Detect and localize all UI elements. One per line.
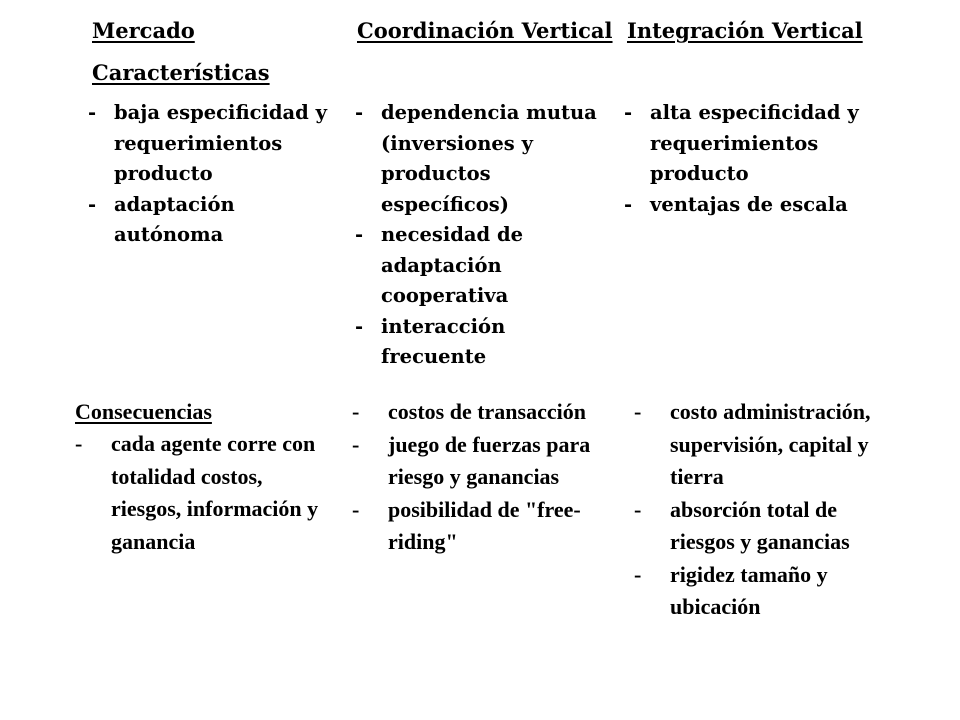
dash: - — [634, 496, 642, 522]
dash: - — [352, 431, 360, 457]
header-vertical-integration: Integración Vertical — [627, 18, 863, 43]
list-item — [634, 396, 890, 494]
header-vertical-coordination: Coordinación Vertical — [357, 18, 613, 43]
list-item-text: adaptación autónoma — [114, 192, 235, 246]
dash: - — [75, 431, 83, 456]
consequences-coordination-list — [352, 396, 593, 559]
dash: - — [352, 399, 360, 424]
dash: - — [634, 561, 642, 587]
characteristics-coordination-list — [355, 98, 611, 373]
list-item-text: absorción total de riesgos y ganancias — [670, 496, 850, 554]
list-item — [355, 312, 611, 373]
list-item — [355, 220, 611, 312]
list-item — [88, 190, 344, 251]
list-item — [352, 429, 593, 494]
list-item — [634, 494, 890, 559]
list-item-text: costo administración, supervisión, capital y tierra — [670, 399, 871, 489]
list-item — [352, 396, 593, 429]
consequences-market-list — [75, 428, 326, 558]
list-item-text: alta especificidad y requerimientos producto — [650, 101, 859, 185]
dash: - — [355, 314, 364, 338]
dash: - — [88, 192, 97, 216]
consequences-label: Consecuencias — [75, 399, 212, 424]
list-item-text: dependencia mutua (inversiones y productos específicos) — [381, 101, 597, 216]
list-item-text: juego de fuerzas para riesgo y ganancias — [388, 431, 591, 489]
list-item — [352, 494, 593, 559]
list-item-text: costos de transacción — [388, 399, 586, 424]
list-item — [355, 98, 611, 220]
list-item — [624, 98, 880, 190]
list-item-text: interacción frecuente — [381, 314, 506, 368]
dash: - — [624, 101, 633, 124]
list-item-text: rigidez tamaño y ubicación — [670, 561, 828, 619]
list-item — [634, 559, 890, 624]
list-item-text: ventajas de escala — [650, 192, 848, 216]
list-item-text: posibilidad de "free-riding" — [388, 496, 581, 554]
dash: - — [624, 192, 633, 216]
dash: - — [355, 223, 364, 246]
dash: - — [634, 399, 642, 424]
list-item — [88, 98, 344, 190]
consequences-integration-list — [634, 396, 890, 624]
dash: - — [355, 101, 364, 124]
list-item — [624, 190, 880, 221]
header-characteristics: Características — [92, 60, 270, 85]
list-item-text: baja especificidad y requerimientos producto — [114, 101, 327, 185]
dash: - — [88, 101, 97, 124]
characteristics-market-list — [88, 98, 344, 251]
list-item — [75, 428, 326, 558]
header-market: Mercado — [92, 18, 195, 43]
list-item-text: necesidad de adaptación cooperativa — [381, 223, 523, 307]
list-item-text: cada agente corre con totalidad costos, riesgos, información y ganancia — [111, 431, 319, 554]
dash: - — [352, 496, 360, 522]
characteristics-integration-list — [624, 98, 880, 220]
